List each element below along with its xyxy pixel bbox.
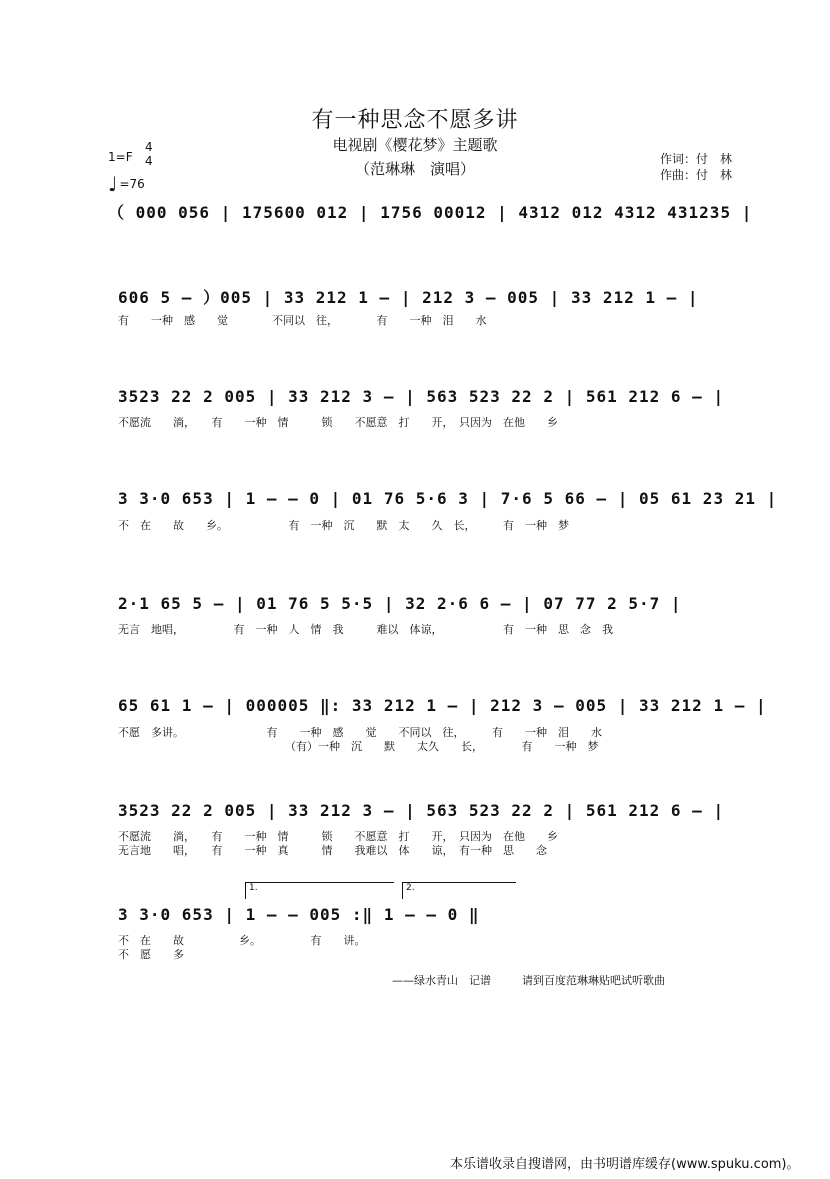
system-2-notation: 606 5 — ）005 | 33 212 1 — | 212 3 — 005 | 33 212 1 — | (118, 288, 699, 307)
time-signature-bottom: 4 (145, 154, 153, 168)
composer: 作曲：付 林 (660, 168, 733, 182)
quarter-note-icon: ♩ (108, 172, 118, 196)
system-2-lyrics: 有 一种 感 觉 不同以 往， 有 一种 泪 水 (118, 314, 487, 327)
performer: （范琳琳 演唱） (354, 160, 475, 178)
system-7-notation: 3523 22 2 005 | 33 212 3 — | 563 523 22 2 | 561 212 6 — | (118, 801, 725, 820)
transcriber-credit: ——绿水青山 记谱 (392, 974, 491, 987)
system-8-notation: 3 3·0 653 | 1 — — 005 :‖ 1 — — 0 ‖ (118, 905, 480, 924)
system-7-lyrics-verse-1: 不愿流 淌， 有 一种 情 锁 不愿意 打 开， 只因为 在他 乡 (118, 830, 558, 843)
system-6-lyrics-verse-1: 不愿 多讲。 有 一种 感 觉 不同以 往， 有 一种 泪 水 (118, 726, 602, 739)
system-8-lyrics-verse-1: 不 在 故 乡。 有 讲。 (118, 934, 366, 947)
system-5-notation: 2·1 65 5 — | 01 76 5 5·5 | 32 2·6 6 — | 07 77 2 5·7 | (118, 594, 682, 613)
key-signature: 1=F (108, 150, 133, 164)
source-note: 本乐谱收录自搜谱网，由书明谱库缓存(www.spuku.com)。 (450, 1157, 800, 1172)
song-subtitle: 电视剧《樱花梦》主题歌 (332, 136, 498, 154)
system-6-notation: 65 61 1 — | 000005 ‖: 33 212 1 — | 212 3 — 005 | 33 212 1 — | (118, 696, 767, 715)
time-signature (145, 140, 153, 168)
system-5-lyrics: 无言 地唱， 有 一种 人 情 我 难以 体谅， 有 一种 思 念 我 (118, 623, 613, 636)
tempo-marking (108, 172, 145, 196)
lyricist: 作词：付 林 (660, 152, 733, 166)
system-3-lyrics: 不愿流 淌， 有 一种 情 锁 不愿意 打 开， 只因为 在他 乡 (118, 416, 558, 429)
tempo-value: =76 (119, 177, 145, 191)
system-1-notation: （ 000 056 | 175600 012 | 1756 00012 | 4312 012 4312 431235 | (108, 203, 753, 222)
system-7-lyrics-verse-2: 无言地 唱， 有 一种 真 情 我难以 体 谅， 有一种 思 念 (118, 844, 547, 857)
volta-second-ending: 2. (402, 882, 516, 899)
system-8-lyrics-verse-2: 不 愿 多 (118, 948, 184, 961)
volta-first-ending: 1. (245, 882, 394, 899)
system-4-notation: 3 3·0 653 | 1 — — 0 | 01 76 5·6 3 | 7·6 5 66 — | 05 61 23 21 | (118, 489, 778, 508)
listen-note: 请到百度范琳琳贴吧试听歌曲 (522, 974, 665, 987)
system-3-notation: 3523 22 2 005 | 33 212 3 — | 563 523 22 2 | 561 212 6 — | (118, 387, 725, 406)
system-4-lyrics: 不 在 故 乡。 有 一种 沉 默 太 久 长， 有 一种 梦 (118, 519, 569, 532)
system-6-lyrics-verse-2: （有）一种 沉 默 太久 长， 有 一种 梦 (285, 740, 599, 753)
song-title: 有一种思念不愿多讲 (311, 108, 519, 133)
time-signature-top: 4 (145, 140, 153, 154)
